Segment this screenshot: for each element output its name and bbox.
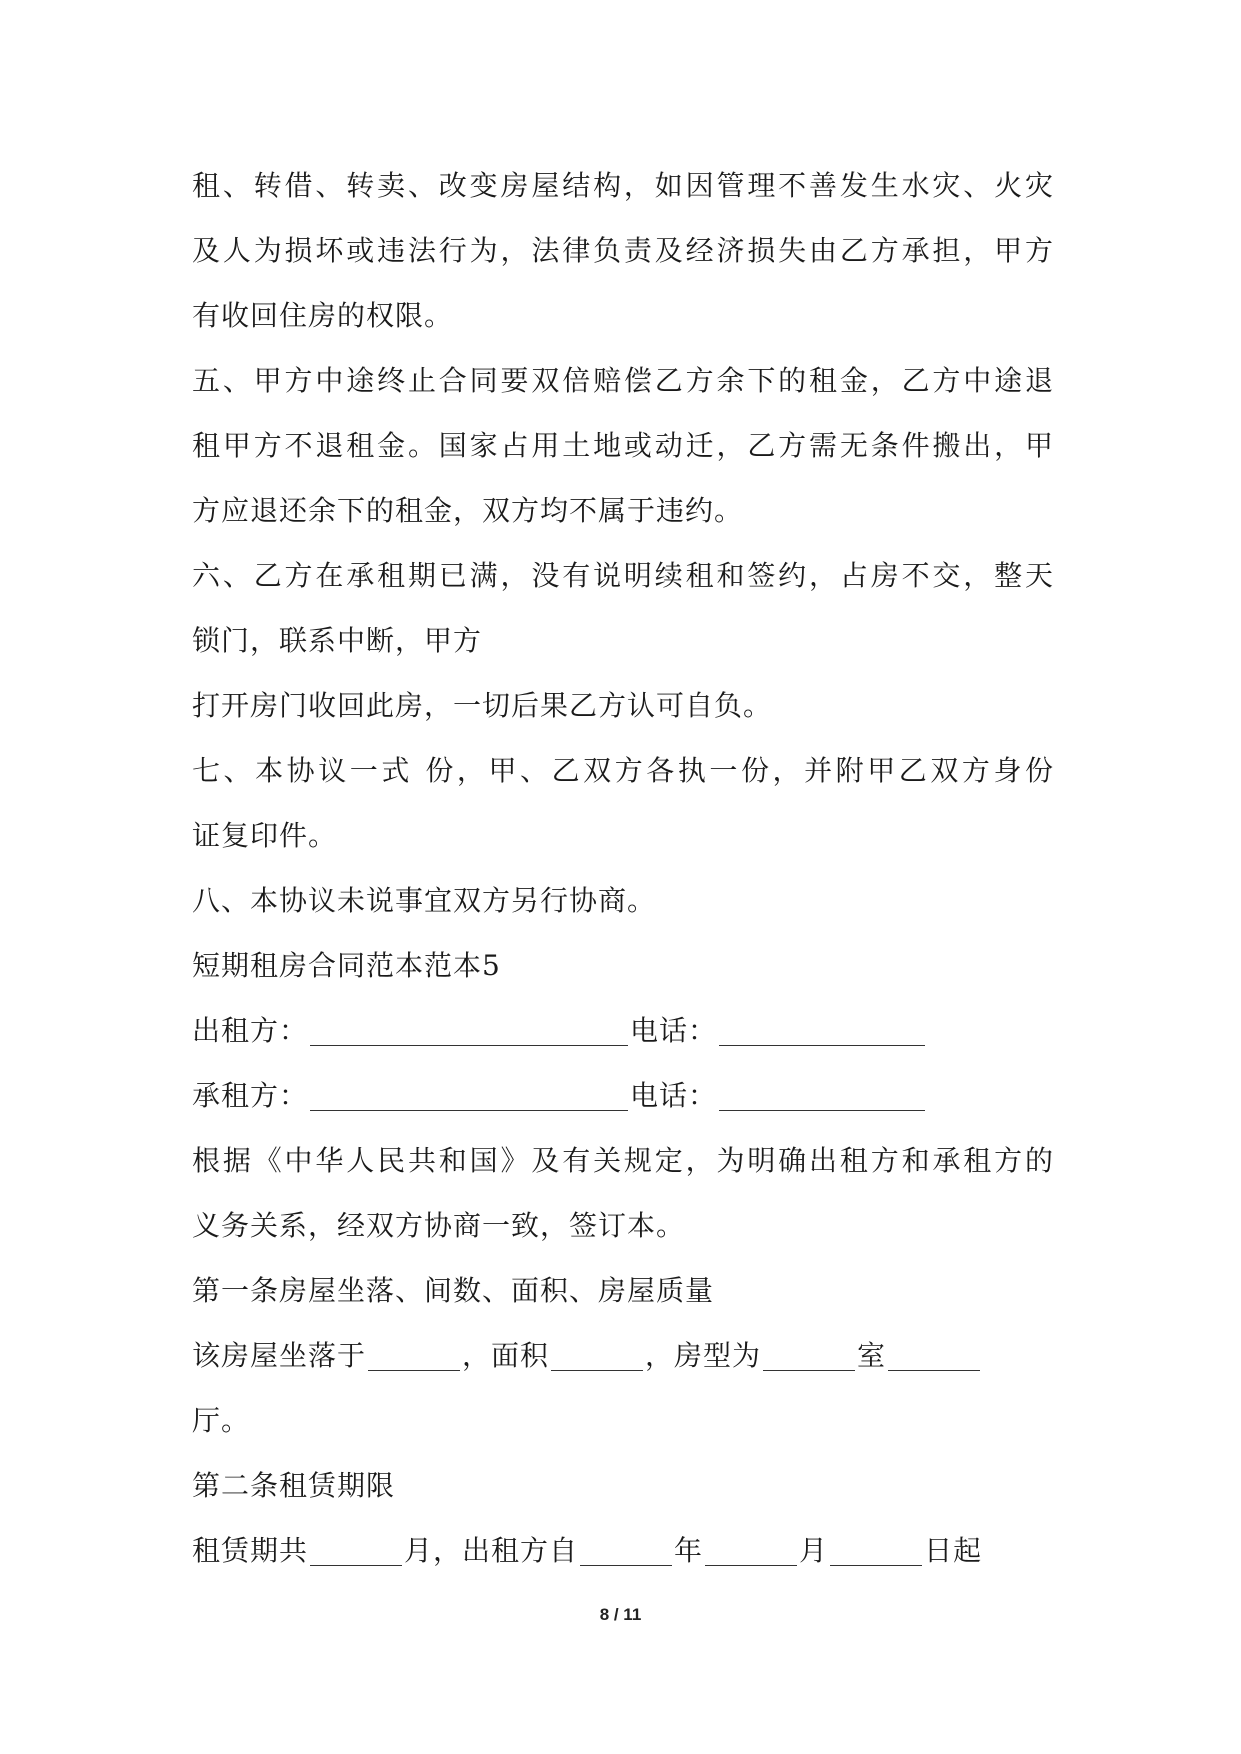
location-blank[interactable] [368,1340,460,1371]
intro-line-1: 根据《中华人民共和国》及有关规定，为明确出租方和承租方的 [192,1144,1054,1177]
lessee-phone-blank[interactable] [719,1080,925,1111]
start-label: 月，出租方自 [404,1534,579,1567]
lessor-line [192,998,1054,1063]
layout-label: ，房型为 [645,1339,762,1372]
room-unit: 室 [857,1339,887,1372]
paragraph-line: 五、甲方中途终止合同要双倍赔偿乙方余下的租金，乙方中途退 [192,364,1054,397]
page-number: 8 / 11 [599,1605,642,1624]
lessee-phone-label: 电话： [630,1079,718,1112]
paragraph-line: 六、乙方在承租期已满，没有说明续租和签约，占房不交，整天 [192,559,1054,592]
paragraph-line: 证复印件。 [192,819,338,852]
lessor-name-blank[interactable] [310,1015,628,1046]
term-months-blank[interactable] [310,1535,402,1566]
location-label: 该房屋坐落于 [192,1339,367,1372]
area-label: ，面积 [462,1339,550,1372]
paragraph-line: 有收回住房的权限。 [192,299,454,332]
paragraph-line: 及人为损坏或违法行为，法律负责及经济损失由乙方承担，甲方 [192,234,1054,267]
area-blank[interactable] [551,1340,643,1371]
month-unit: 月 [799,1534,829,1567]
lessor-label: 出租方： [192,1014,309,1047]
start-month-blank[interactable] [705,1535,797,1566]
contract-paragraphs [192,153,1054,998]
article-2-title: 第二条租赁期限 [192,1469,396,1502]
paragraph-line: 租甲方不退租金。国家占用土地或动迁，乙方需无条件搬出，甲 [192,429,1054,462]
start-year-blank[interactable] [580,1535,672,1566]
paragraph-line: 租、转借、转卖、改变房屋结构，如因管理不善发生水灾、火灾 [192,169,1054,202]
article-1-title: 第一条房屋坐落、间数、面积、房屋质量 [192,1274,715,1307]
lessee-name-blank[interactable] [310,1080,628,1111]
halls-blank[interactable] [888,1340,980,1371]
paragraph-line: 七、本协议一式 份，甲、乙双方各执一份，并附甲乙双方身份 [192,754,1054,787]
contract-body [192,153,1054,1583]
intro-line-2: 义务关系，经双方协商一致，签订本。 [192,1209,686,1242]
day-unit: 日起 [924,1534,983,1567]
paragraph-line: 方应退还余下的租金，双方均不属于违约。 [192,494,744,527]
lessor-phone-blank[interactable] [719,1015,925,1046]
lessor-phone-label: 电话： [630,1014,718,1047]
lessee-label: 承租方： [192,1079,309,1112]
start-day-blank[interactable] [830,1535,922,1566]
paragraph-line: 锁门，联系中断，甲方 [192,624,483,657]
article-1-end: 厅。 [192,1404,251,1437]
term-label: 租赁期共 [192,1534,309,1567]
article-1-location-line [192,1323,1054,1388]
year-unit: 年 [674,1534,704,1567]
article-2-term-line [192,1518,1054,1583]
lessee-line [192,1063,1054,1128]
rooms-blank[interactable] [763,1340,855,1371]
paragraph-line: 八、本协议未说事宜双方另行协商。 [192,884,657,917]
paragraph-line: 短期租房合同范本范本5 [192,949,501,982]
paragraph-line: 打开房门收回此房，一切后果乙方认可自负。 [192,689,773,722]
